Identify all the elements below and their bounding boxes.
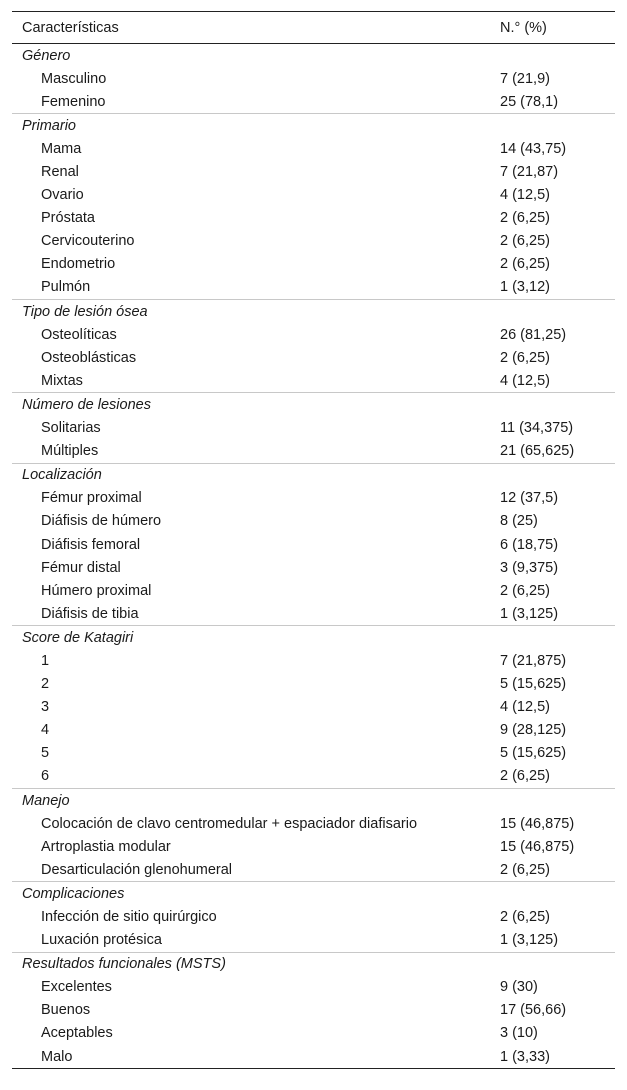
section-row bbox=[12, 463, 615, 487]
table-row bbox=[12, 533, 615, 556]
section-row bbox=[12, 882, 615, 906]
row-label: 5 bbox=[41, 745, 50, 762]
section-title: Género bbox=[22, 47, 71, 64]
row-value: 7 (21,87) bbox=[500, 164, 559, 181]
table-row bbox=[12, 976, 615, 999]
table-row bbox=[12, 835, 615, 858]
table-row bbox=[12, 67, 615, 90]
table-row bbox=[12, 858, 615, 882]
table-row bbox=[12, 673, 615, 696]
table-row bbox=[12, 346, 615, 369]
table-row bbox=[12, 999, 615, 1022]
row-value: 4 (12,5) bbox=[500, 187, 550, 204]
row-label: 3 bbox=[41, 699, 50, 716]
row-value: 6 (18,75) bbox=[500, 536, 559, 553]
section-title: Primario bbox=[22, 117, 76, 134]
row-value: 7 (21,875) bbox=[500, 652, 567, 669]
row-value: 12 (37,5) bbox=[500, 490, 559, 507]
row-value: 1 (3,125) bbox=[500, 605, 559, 622]
row-label: Endometrio bbox=[41, 256, 116, 273]
table-row bbox=[12, 929, 615, 953]
row-label: Aceptables bbox=[41, 1025, 113, 1042]
row-label: Desarticulación glenohumeral bbox=[41, 861, 233, 878]
row-value: 7 (21,9) bbox=[500, 70, 550, 87]
row-label: 2 bbox=[41, 676, 50, 693]
row-label: Diáfisis de tibia bbox=[41, 605, 139, 622]
row-label: 6 bbox=[41, 768, 50, 785]
row-label: Cervicouterino bbox=[41, 233, 135, 250]
row-label: Osteoblásticas bbox=[41, 349, 137, 366]
row-label: Fémur distal bbox=[41, 559, 121, 576]
section-row bbox=[12, 114, 615, 138]
row-value: 3 (10) bbox=[500, 1025, 538, 1042]
section-row bbox=[12, 952, 615, 976]
table-row bbox=[12, 137, 615, 160]
row-value: 2 (6,25) bbox=[500, 861, 550, 878]
row-label: Excelentes bbox=[41, 979, 112, 996]
row-label: Mama bbox=[41, 140, 82, 157]
row-label: Buenos bbox=[41, 1002, 91, 1019]
row-value: 15 (46,875) bbox=[500, 815, 575, 832]
characteristics-table-wrapper bbox=[12, 11, 615, 1069]
row-label: 4 bbox=[41, 722, 50, 739]
row-label: Ovario bbox=[41, 187, 84, 204]
row-value: 26 (81,25) bbox=[500, 326, 567, 343]
row-value: 9 (28,125) bbox=[500, 722, 567, 739]
section-row bbox=[12, 626, 615, 650]
table-row bbox=[12, 719, 615, 742]
table-row bbox=[12, 765, 615, 789]
table-row bbox=[12, 1045, 615, 1069]
row-value: 15 (46,875) bbox=[500, 838, 575, 855]
table-row bbox=[12, 602, 615, 626]
table-row bbox=[12, 323, 615, 346]
header-characteristics: Características bbox=[22, 19, 119, 36]
row-label: Diáfisis de húmero bbox=[41, 513, 162, 530]
row-label: Renal bbox=[41, 164, 79, 181]
row-label: 1 bbox=[41, 652, 50, 669]
row-label: Luxación protésica bbox=[41, 932, 162, 949]
table-row bbox=[12, 510, 615, 533]
row-value: 1 (3,33) bbox=[500, 1048, 550, 1065]
table-header-row bbox=[12, 12, 615, 44]
row-label: Pulmón bbox=[41, 279, 91, 296]
section-title: Resultados funcionales (MSTS) bbox=[22, 956, 226, 973]
row-value: 5 (15,625) bbox=[500, 745, 567, 762]
row-label: Malo bbox=[41, 1048, 73, 1065]
table-row bbox=[12, 556, 615, 579]
table-row bbox=[12, 1022, 615, 1045]
row-value: 4 (12,5) bbox=[500, 372, 550, 389]
section-row bbox=[12, 789, 615, 813]
row-value: 1 (3,12) bbox=[500, 279, 550, 296]
row-label: Masculino bbox=[41, 70, 107, 87]
row-value: 11 (34,375) bbox=[500, 420, 574, 437]
row-value: 2 (6,25) bbox=[500, 582, 550, 599]
row-label: Húmero proximal bbox=[41, 582, 152, 599]
row-label: Artroplastia modular bbox=[41, 838, 171, 855]
table-row bbox=[12, 487, 615, 510]
row-value: 2 (6,25) bbox=[500, 256, 550, 273]
row-value: 2 (6,25) bbox=[500, 768, 550, 785]
table-row bbox=[12, 579, 615, 602]
table-row bbox=[12, 812, 615, 835]
section-title: Score de Katagiri bbox=[22, 629, 134, 646]
header-count-percent: N.° (%) bbox=[500, 19, 547, 36]
row-value: 5 (15,625) bbox=[500, 676, 567, 693]
row-value: 21 (65,625) bbox=[500, 443, 575, 460]
row-value: 2 (6,25) bbox=[500, 349, 550, 366]
section-row bbox=[12, 393, 615, 417]
row-value: 2 (6,25) bbox=[500, 909, 550, 926]
table-row bbox=[12, 417, 615, 440]
row-value: 9 (30) bbox=[500, 979, 538, 996]
row-value: 1 (3,125) bbox=[500, 932, 559, 949]
table-row bbox=[12, 184, 615, 207]
row-label: Múltiples bbox=[41, 443, 99, 460]
table-row bbox=[12, 369, 615, 393]
table-row bbox=[12, 207, 615, 230]
section-row bbox=[12, 300, 615, 324]
row-value: 17 (56,66) bbox=[500, 1002, 567, 1019]
table-row bbox=[12, 440, 615, 464]
row-value: 3 (9,375) bbox=[500, 559, 559, 576]
table-row bbox=[12, 90, 615, 114]
section-title: Complicaciones bbox=[22, 885, 125, 902]
row-label: Diáfisis femoral bbox=[41, 536, 141, 553]
row-value: 2 (6,25) bbox=[500, 210, 550, 227]
table-body bbox=[12, 44, 615, 1069]
row-label: Mixtas bbox=[41, 372, 83, 389]
row-label: Próstata bbox=[41, 210, 95, 227]
table-row bbox=[12, 230, 615, 253]
section-title: Manejo bbox=[22, 792, 70, 809]
section-title: Tipo de lesión ósea bbox=[22, 303, 148, 320]
table-row bbox=[12, 253, 615, 276]
row-value: 2 (6,25) bbox=[500, 233, 550, 250]
table-row bbox=[12, 160, 615, 183]
section-title: Localización bbox=[22, 467, 102, 484]
table-row bbox=[12, 742, 615, 765]
row-label: Fémur proximal bbox=[41, 490, 142, 507]
row-label: Femenino bbox=[41, 93, 106, 110]
table-row bbox=[12, 649, 615, 672]
section-row bbox=[12, 44, 615, 68]
table-row bbox=[12, 276, 615, 300]
row-label: Solitarias bbox=[41, 420, 101, 437]
row-label: Infección de sitio quirúrgico bbox=[41, 909, 217, 926]
row-value: 25 (78,1) bbox=[500, 93, 559, 110]
row-label: Osteolíticas bbox=[41, 326, 117, 343]
table-row bbox=[12, 696, 615, 719]
row-value: 14 (43,75) bbox=[500, 140, 567, 157]
row-label: Colocación de clavo centromedular + espaciador diafisario bbox=[41, 815, 418, 832]
row-value: 4 (12,5) bbox=[500, 699, 550, 716]
characteristics-table bbox=[12, 11, 615, 1069]
row-value: 8 (25) bbox=[500, 513, 538, 530]
section-title: Número de lesiones bbox=[22, 396, 151, 413]
table-row bbox=[12, 905, 615, 928]
